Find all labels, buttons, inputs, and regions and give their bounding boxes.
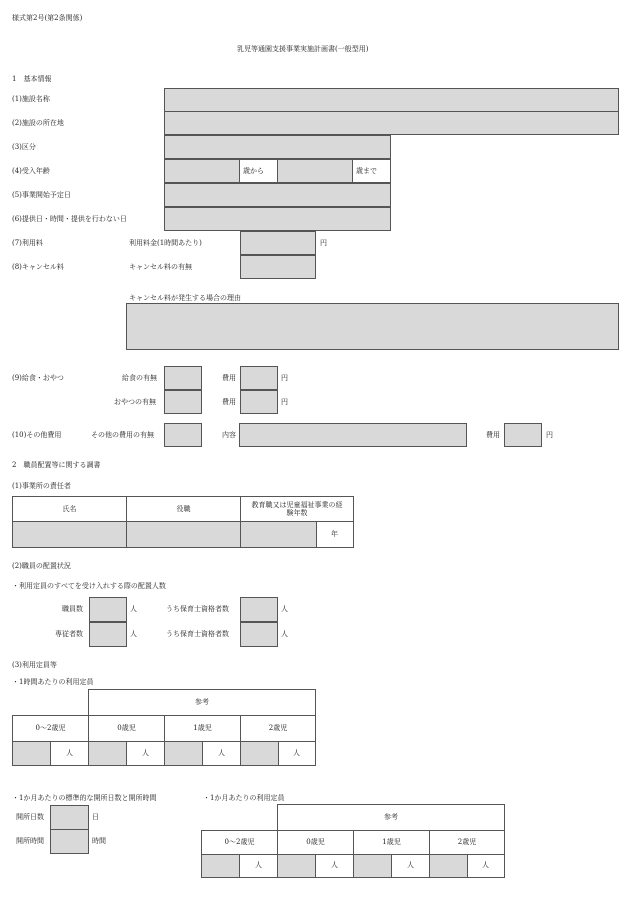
full-time-unit: 人 <box>130 630 137 638</box>
monthly-col-all: 0〜2歳児 <box>201 830 278 855</box>
nursery-count-unit-1: 人 <box>281 605 288 613</box>
nursery-count-label-1: うち保育士資格者数 <box>166 605 229 613</box>
monthly-1-field[interactable] <box>353 854 392 878</box>
hourly-2-field[interactable] <box>240 741 279 766</box>
hourly-capacity-note: ・1時間あたりの利用定員 <box>12 678 94 686</box>
hourly-col-all: 0〜2歳児 <box>12 715 89 742</box>
cancel-exists-field[interactable] <box>240 255 316 279</box>
staff-count-field[interactable] <box>89 597 127 622</box>
service-days-field[interactable] <box>164 207 391 231</box>
service-days-label: (6)提供日・時間・提供を行わない日 <box>12 215 127 223</box>
monthly-days-note: ・1か月あたりの標準的な開所日数と開所時間 <box>12 794 157 802</box>
nursery-count-unit-2: 人 <box>281 630 288 638</box>
snack-exists-label: おやつの有無 <box>114 398 156 406</box>
age-to-unit: 歳まで <box>356 167 377 175</box>
snack-cost-label: 費用 <box>222 398 236 406</box>
cancel-reason-field[interactable] <box>126 303 619 350</box>
age-from-field[interactable] <box>164 159 240 183</box>
other-content-label: 内容 <box>222 431 236 439</box>
staff-count-unit: 人 <box>130 605 137 613</box>
hourly-all-unit: 人 <box>66 749 73 757</box>
monthly-1-unit: 人 <box>407 861 414 869</box>
full-time-label: 専従者数 <box>55 630 83 638</box>
hourly-col-2: 2歳児 <box>240 715 316 742</box>
cancel-label: (8)キャンセル料 <box>12 263 64 271</box>
monthly-0-field[interactable] <box>277 854 316 878</box>
open-days-field[interactable] <box>50 805 89 830</box>
open-days-unit: 日 <box>92 813 99 821</box>
monthly-col-1: 1歳児 <box>353 830 430 855</box>
open-hours-label: 開所時間 <box>16 837 44 845</box>
snack-cost-field[interactable] <box>240 390 278 414</box>
other-cost-unit: 円 <box>546 431 553 439</box>
hourly-col-1: 1歳児 <box>164 715 241 742</box>
hourly-0-field[interactable] <box>88 741 127 766</box>
nursery-count-field-2[interactable] <box>240 622 278 647</box>
facility-address-label: (2)施設の所在地 <box>12 119 64 127</box>
hourly-col-0: 0歳児 <box>88 715 165 742</box>
facility-name-field[interactable] <box>164 88 619 112</box>
cancel-reason-label: キャンセル料が発生する場合の理由 <box>129 294 241 302</box>
snack-cost-unit: 円 <box>281 398 288 406</box>
year-unit: 年 <box>331 530 338 538</box>
age-range-label: (4)受入年齢 <box>12 167 50 175</box>
monthly-2-unit: 人 <box>482 861 489 869</box>
col-experience-header: 教育職又は児童福祉事業の経験年数 <box>240 496 354 522</box>
meal-cost-label: 費用 <box>222 374 236 382</box>
age-to-field[interactable] <box>277 159 353 183</box>
page-title: 乳児等通園支援事業実施計画書(一般型用) <box>237 45 369 53</box>
nursery-count-field-1[interactable] <box>240 597 278 622</box>
staff-count-label: 職員数 <box>62 605 83 613</box>
open-days-label: 開所日数 <box>16 813 44 821</box>
snack-exists-field[interactable] <box>164 390 202 414</box>
monthly-col-2: 2歳児 <box>429 830 505 855</box>
monthly-all-field[interactable] <box>201 854 240 878</box>
start-date-field[interactable] <box>164 183 391 207</box>
other-cost-amount-label: 費用 <box>486 431 500 439</box>
meal-cost-unit: 円 <box>281 374 288 382</box>
monthly-reference-header: 参考 <box>277 804 505 831</box>
form-number: 様式第2号(第2条関係) <box>12 14 83 22</box>
fee-label: (7)利用料 <box>12 239 43 247</box>
start-date-label: (5)事業開始予定日 <box>12 191 71 199</box>
capacity-heading: (3)利用定員等 <box>12 661 57 669</box>
monthly-2-field[interactable] <box>429 854 468 878</box>
facility-name-label: (1)施設名称 <box>12 95 50 103</box>
other-content-field[interactable] <box>239 423 467 447</box>
hourly-1-field[interactable] <box>164 741 203 766</box>
meal-cost-field[interactable] <box>240 366 278 390</box>
meals-label: (9)給食・おやつ <box>12 374 64 382</box>
age-from-unit: 歳から <box>243 167 264 175</box>
section-staff-heading: 2 職員配置等に関する調書 <box>12 461 101 469</box>
hourly-0-unit: 人 <box>142 749 149 757</box>
monthly-col-0: 0歳児 <box>277 830 354 855</box>
hourly-reference-header: 参考 <box>88 689 316 716</box>
placement-note: ・利用定員のすべてを受け入れする際の配置人数 <box>12 582 166 590</box>
section-basic-heading: 1 基本情報 <box>12 75 52 83</box>
open-hours-unit: 時間 <box>92 837 106 845</box>
manager-name-field[interactable] <box>12 521 127 548</box>
category-field[interactable] <box>164 135 391 159</box>
hourly-all-field[interactable] <box>12 741 51 766</box>
monthly-all-unit: 人 <box>255 861 262 869</box>
facility-address-field[interactable] <box>164 111 619 135</box>
monthly-0-unit: 人 <box>331 861 338 869</box>
fee-per-hour-label: 利用料金(1時間あたり) <box>129 239 202 247</box>
col-name-header: 氏名 <box>12 496 127 522</box>
other-cost-label: (10)その他費用 <box>12 431 62 439</box>
full-time-field[interactable] <box>89 622 127 647</box>
manager-position-field[interactable] <box>126 521 241 548</box>
cancel-exists-label: キャンセル料の有無 <box>129 263 192 271</box>
hourly-1-unit: 人 <box>218 749 225 757</box>
manager-heading: (1)事業所の責任者 <box>12 482 71 490</box>
placement-heading: (2)職員の配置状況 <box>12 562 71 570</box>
fee-unit: 円 <box>320 239 327 247</box>
nursery-count-label-2: うち保育士資格者数 <box>166 630 229 638</box>
fee-field[interactable] <box>240 231 316 255</box>
other-cost-field[interactable] <box>504 423 542 447</box>
col-position-header: 役職 <box>126 496 241 522</box>
meal-exists-field[interactable] <box>164 366 202 390</box>
open-hours-field[interactable] <box>50 829 89 854</box>
other-exists-label: その他の費用の有無 <box>91 431 154 439</box>
other-exists-field[interactable] <box>164 423 202 447</box>
monthly-capacity-note: ・1か月あたりの利用定員 <box>203 794 285 802</box>
hourly-2-unit: 人 <box>293 749 300 757</box>
manager-experience-field[interactable] <box>240 521 317 548</box>
meal-exists-label: 給食の有無 <box>122 374 157 382</box>
category-label: (3)区分 <box>12 143 36 151</box>
